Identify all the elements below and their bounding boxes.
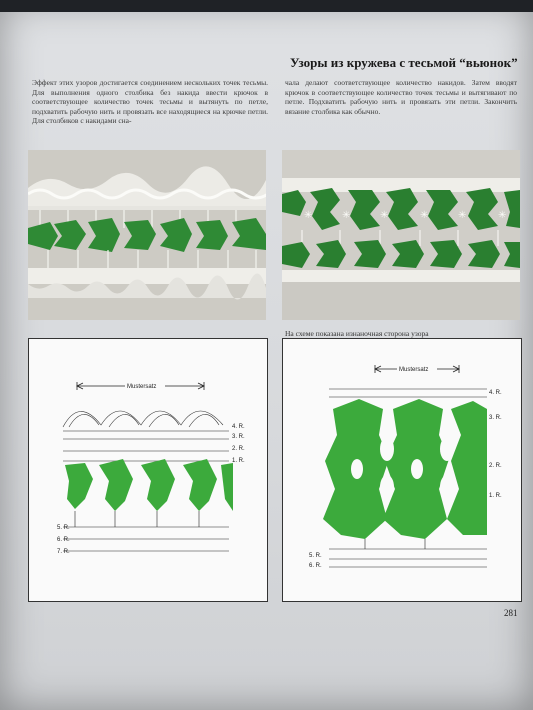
- svg-text:✳: ✳: [498, 210, 507, 221]
- row-label: 4. R.: [489, 390, 502, 396]
- row-label: 1. R.: [232, 458, 245, 464]
- row-label: 6. R.: [57, 537, 70, 543]
- crochet-chart-left: [28, 338, 268, 602]
- row-label: 3. R.: [232, 434, 245, 440]
- row-label: 1. R.: [489, 493, 502, 499]
- body-text-left: Эффект этих узоров достигается соединением нескольких точек тесьмы. Для выполнения одного столбика без накида ввести крючок в соответствующее количество точек тесьмы и вытянуть по петле, подхватить рабочую нить и провязать все находящиеся на крючке петли. Для столбиков с накидами сна-: [32, 78, 268, 125]
- row-label: 3. R.: [489, 415, 502, 421]
- diagram-caption: На схеме показана изнаночная сторона узора: [285, 329, 429, 338]
- page-number: 281: [504, 608, 518, 618]
- row-label: 6. R.: [309, 563, 322, 569]
- rapport-label: Mustersatz: [127, 384, 157, 390]
- row-label: 5. R.: [309, 553, 322, 559]
- svg-text:✳: ✳: [380, 210, 389, 221]
- svg-text:✳: ✳: [342, 210, 351, 221]
- row-label: 2. R.: [232, 446, 245, 452]
- lace-sample-photo-right: [282, 150, 520, 320]
- page-top-edge: [0, 0, 533, 12]
- row-label: 2. R.: [489, 463, 502, 469]
- lace-sample-photo-left: [28, 150, 266, 320]
- row-label: 5. R.: [57, 525, 70, 531]
- row-label: 4. R.: [232, 424, 245, 430]
- crochet-chart-right: [282, 338, 522, 602]
- svg-text:✳: ✳: [420, 210, 429, 221]
- rapport-label: Mustersatz: [399, 367, 429, 373]
- svg-text:✳: ✳: [458, 210, 467, 221]
- svg-text:✳: ✳: [304, 210, 313, 221]
- section-heading: Узоры из кружева с тесьмой “вьюнок”: [290, 55, 518, 70]
- row-label: 7. R.: [57, 549, 70, 555]
- body-text-right: чала делают соответствующее количество накидов. Затем вводят крючок в соответствующее количество точек тесьмы и вытягивают по петле. Подхватить рабочую нить и провязать эти петли. Закончить вязание столбика как обычно.: [285, 78, 517, 116]
